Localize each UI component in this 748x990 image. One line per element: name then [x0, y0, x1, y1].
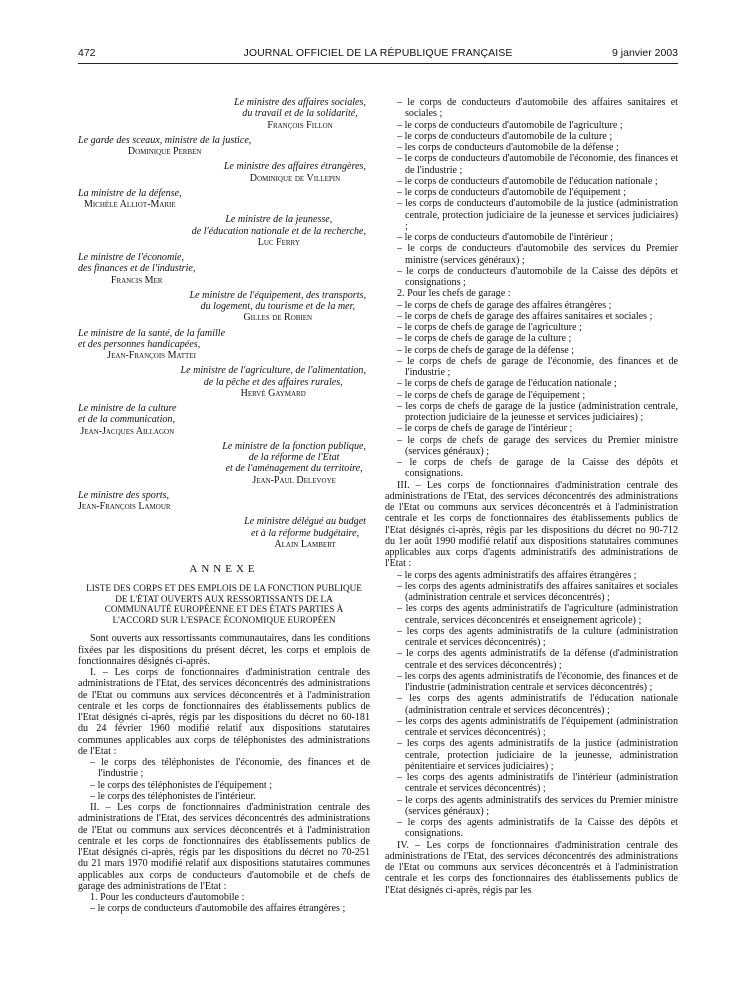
signature-block [78, 97, 370, 554]
section-3-list [385, 570, 678, 840]
signatory-name: Jean-François Lamour [78, 501, 171, 512]
list-item: – les corps des agents administratifs de l'éducation nationale (administration centrale et services déconcentrés) ; [397, 693, 678, 716]
list-item: – le corps de chefs de garage de l'intérieur ; [397, 423, 573, 435]
annexe-heading: ANNEXE [189, 563, 259, 575]
section-2-text: II. – Les corps de fonctionnaires d'administration centrale des administrations de l'Etat, des services déconcentrés des administrations de l'Etat ou communs aux services déconcentrés et à l'administration centrale et les corps de fonctionnaires des établissements publics de l'Etat désignés ci-après, régis par les dispositions du décret no 70-251 du 21 mars 1970 modifié relatif aux dispositions statutaires communes applicables aux corps de conducteurs d'automobile et de chefs de garage des administrations de l'Etat : [78, 802, 370, 892]
signature-role: Le ministre des affaires sociales, [234, 97, 366, 108]
signature-role: de l'éducation nationale et de la recherche, [191, 225, 366, 237]
list-item: – le corps de conducteurs d'automobile de l'équipement ; [397, 187, 626, 198]
signature-10 [78, 441, 370, 486]
signature-role: Le ministre des sports, [78, 489, 170, 501]
section-2-sub2-heading: 2. Pour les chefs de garage : [397, 288, 511, 300]
list-item: – les corps des agents administratifs de l'intérieur (administration centrale et services déconcentrés) ; [397, 772, 678, 795]
annexe-title: LISTE DES CORPS ET DES EMPLOIS DE LA FONCTION PUBLIQUE DE L'ÉTAT OUVERTS AUX RESSORTISSANTS DE LA COMMUNAUTÉ EUROPÉENNE ET DES ÉTATS PARTIES À L'ACCORD SUR L'ESPACE ÉCONOMIQUE EUROPÉEN [86, 583, 362, 625]
list-item: – le corps de conducteurs d'automobile de la Caisse des dépôts et consignations ; [397, 265, 678, 288]
signature-role: Le ministre de la santé, de la famille [78, 327, 226, 339]
signature-11 [78, 490, 370, 513]
list-item: – le corps de chefs de garage de l'éducation nationale ; [397, 378, 617, 390]
header-rule [78, 63, 678, 64]
list-item: – le corps des agents administratifs des services du Premier ministre (services généraux) ; [397, 794, 678, 817]
signature-9 [78, 403, 370, 437]
signature-role: Le ministre de la jeunesse, [225, 214, 333, 226]
signatory-name: Michèle Alliot-Marie [83, 199, 176, 210]
signatory-name: Jean-Paul Delevoye [252, 474, 336, 486]
signature-0 [78, 97, 370, 131]
list-item: – le corps des téléphonistes de l'économie, des finances et de l'industrie ; [90, 757, 370, 780]
right-column [385, 97, 678, 896]
list-item: – le corps de chefs de garage de l'économie, des finances et de l'industrie ; [397, 355, 678, 378]
list-item: – le corps de conducteurs d'automobile de l'agriculture ; [397, 119, 623, 131]
signatory-name: Dominique Perben [127, 146, 202, 157]
list-item: – les corps des agents administratifs de la culture (administration centrale et services déconcentrés) ; [397, 625, 678, 648]
annexe-intro: Sont ouverts aux ressortissants communautaires, dans les conditions fixées par les dispositions du présent décret, les corps et emplois de fonctionnaires désignés ci-après. [78, 633, 370, 667]
section-1-text: I. – Les corps de fonctionnaires d'administration centrale des administrations de l'Etat, des services déconcentrés des administrations de l'Etat ou communs aux services déconcentrés et à l'administration centrale et les corps de fonctionnaires des établissements publics de l'Etat désignés ci-après, régis par les dispositions du décret no 60-181 du 24 février 1960 modifié relatif aux dispositions statutaires communes applicables aux corps de téléphonistes des administrations de l'Etat : [78, 667, 370, 757]
signature-role: Le ministre de la culture [78, 403, 177, 414]
signatory-name: Jean-Jacques Aillagon [80, 425, 175, 437]
list-item: – les corps de chefs de garage de la justice (administration centrale, protection judiciaire de la jeunesse et services judiciaires) ; [397, 400, 678, 423]
section-3-text: III. – Les corps de fonctionnaires d'administration centrale des administrations de l'Etat, des services déconcentrés des administrations de l'Etat ou communs aux services déconcentrés et à l'administration centrale et les corps de fonctionnaires des établissements publics de l'Etat désignés ci-après, régis par les dispositions du décret no 90-712 du 1er août 1990 modifié relatif aux dispositions statutaires communes applicables aux corps d'agents administratifs des administrations de l'Etat : [385, 479, 678, 570]
signature-role: La ministre de la défense, [78, 187, 182, 199]
signatory-name: François Fillon [267, 119, 333, 131]
list-item: – le corps de chefs de garage de la culture ; [397, 333, 572, 345]
signature-role: et des personnes handicapées, [78, 338, 201, 350]
signature-role: du logement, du tourisme et de la mer, [200, 301, 355, 312]
section-2-sub1-heading: 1. Pour les conducteurs d'automobile : [90, 892, 245, 903]
signature-5 [78, 252, 370, 286]
list-item: – le corps de chefs de garage des services du Premier ministre (services généraux) ; [397, 434, 678, 457]
signature-7 [78, 328, 370, 362]
signature-4 [78, 214, 370, 248]
signature-6 [78, 290, 370, 324]
signatory-name: Alain Lambert [274, 538, 336, 550]
list-item: – le corps de conducteurs d'automobile de l'intérieur ; [397, 232, 614, 243]
signature-role: et de l'aménagement du territoire, [225, 463, 363, 475]
signature-role: des finances et de l'industrie, [78, 263, 196, 275]
list-item: – les corps de conducteurs d'automobile de la défense ; [397, 142, 619, 153]
list-item: – les corps des agents administratifs des affaires sanitaires et sociales (administration centrale et services déconcentrés) ; [397, 580, 678, 603]
signature-role: Le ministre des affaires étrangères, [223, 161, 366, 173]
list-item: – le corps de chefs de garage de la Caisse des dépôts et consignations. [397, 457, 678, 480]
list-item: – le corps de conducteurs d'automobile de l'économie, des finances et de l'industrie ; [397, 153, 678, 176]
signature-12 [78, 516, 370, 550]
signature-role: du travail et de la solidarité, [242, 108, 358, 120]
journal-title: JOURNAL OFFICIEL DE LA RÉPUBLIQUE FRANÇAISE [243, 47, 513, 59]
signatory-name: Gilles de Robien [243, 312, 313, 324]
signature-role: de la pêche et des affaires rurales, [203, 376, 343, 388]
list-item: – les corps des agents administratifs de la justice (administration centrale, protection judiciaire de la jeunesse, administration pénitentiaire et services judiciaires) ; [397, 738, 678, 772]
list-item: – le corps de conducteurs d'automobile des services du Premier ministre (services généraux) ; [397, 243, 678, 266]
signatory-name: Luc Ferry [257, 236, 300, 248]
list-item: – le corps de chefs de garage des affaires étrangères ; [397, 299, 612, 311]
signatory-name: Hervé Gaymard [240, 387, 306, 399]
list-item: – le corps des téléphonistes de l'intérieur. [90, 790, 256, 802]
list-item: – le corps des agents administratifs des affaires étrangères ; [397, 569, 637, 581]
list-item: – les corps de conducteurs d'automobile de la justice (administration centrale, protection judiciaire de la jeunesse et services judiciaires) ; [397, 198, 678, 232]
signatory-name: Jean-François Mattei [107, 350, 196, 361]
list-item: – le corps de conducteurs d'automobile de l'éducation nationale ; [397, 175, 658, 187]
list-item: – le corps de conducteurs d'automobile de la culture ; [397, 130, 613, 142]
signature-role: Le ministre de l'économie, [78, 252, 185, 263]
section-1-list [78, 757, 370, 802]
signature-role: et à la réforme budgétaire, [251, 527, 360, 539]
page-number: 472 [78, 47, 96, 59]
list-item: – le corps des téléphonistes de l'équipement ; [90, 779, 273, 791]
list-item: – le corps de conducteurs d'automobile des affaires étrangères ; [90, 903, 346, 915]
left-column [78, 97, 370, 915]
list-item: – le corps de chefs de garage de l'agriculture ; [397, 322, 582, 333]
signature-role: de la réforme de l'Etat [248, 452, 340, 463]
signature-3 [78, 188, 370, 211]
page-header [78, 47, 678, 61]
section-4-text: IV. – Les corps de fonctionnaires d'administration centrale des administrations de l'Etat, des services déconcentrés des administrations de l'Etat ou communs aux services déconcentrés et à l'administration centrale et les corps des fonctionnaires des établissements publics de l'Etat désignés ci-après, régis par les [385, 839, 678, 896]
list-item: – le corps des agents administratifs de la défense (d'administration centrale et des services déconcentrés) ; [397, 648, 678, 671]
signatory-name: Dominique de Villepin [249, 172, 341, 184]
list-item: – le corps des agents administratifs de la Caisse des dépôts et consignations. [397, 817, 678, 840]
signature-role: et de la communication, [78, 414, 175, 426]
list-item: – les corps des agents administratifs de l'agriculture (administration centrale, services déconcentrés et enseignement agricole) ; [397, 603, 678, 626]
list-item: – le corps de chefs de garage de la défense ; [397, 344, 575, 356]
list-item: – les corps des agents administratifs de l'économie, des finances et de l'industrie (administration centrale et services déconcentrés) ; [397, 670, 678, 693]
section-2-sub1-list-left [78, 903, 370, 914]
signature-role: Le ministre de la fonction publique, [222, 440, 366, 452]
signature-role: Le ministre délégué au budget [244, 516, 366, 528]
list-item: – le corps de conducteurs d'automobile des affaires sanitaires et sociales ; [397, 97, 678, 120]
signature-role: Le garde des sceaux, ministre de la justice, [78, 134, 252, 146]
list-item: – les corps des agents administratifs de l'équipement (administration centrale et services déconcentrés) ; [397, 715, 678, 738]
issue-date: 9 janvier 2003 [612, 47, 678, 59]
section-2-sub2-list [385, 300, 678, 480]
signature-role: Le ministre de l'équipement, des transports, [189, 289, 366, 301]
signature-role: Le ministre de l'agriculture, de l'alimentation, [180, 365, 366, 377]
list-item: – le corps de chefs de garage de l'équipement ; [397, 389, 586, 401]
signature-8 [78, 365, 370, 399]
list-item: – le corps de chefs de garage des affaires sanitaires et sociales ; [397, 310, 653, 322]
section-2-sub1-list-right [385, 97, 678, 288]
signature-1 [78, 135, 370, 158]
signatory-name: Francis Mer [110, 274, 163, 286]
signature-2 [78, 161, 370, 184]
